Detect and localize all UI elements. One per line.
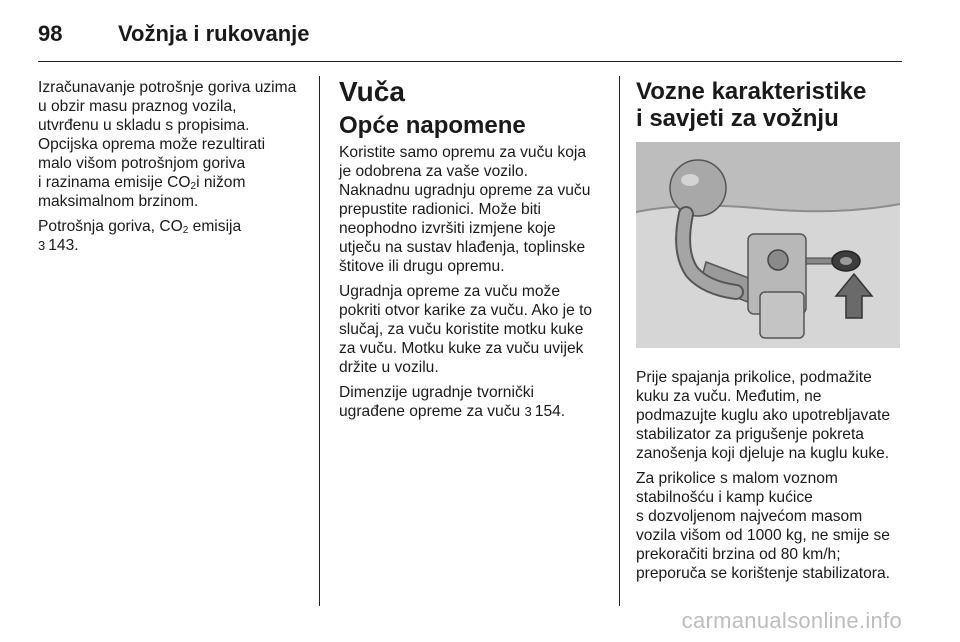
text-line: utvrđenu u skladu s propisima. [38, 117, 250, 134]
header-rule [38, 61, 902, 62]
chapter-title: Vožnja i rukovanje [118, 21, 310, 46]
text-fragment: i nižom [196, 174, 246, 191]
text-line: je odobrena za vaše vozilo. [339, 163, 528, 180]
text-fragment: i razinama emisije CO [38, 174, 191, 191]
page-header [38, 14, 310, 54]
column-1 [38, 78, 306, 261]
text-fragment: emisija [188, 218, 242, 235]
text-line: pokriti otvor karike za vuču. Ako je to [339, 302, 593, 319]
text-line [38, 173, 306, 192]
text-line: prekoračiti brzina od 80 km/h; [636, 546, 841, 563]
reference-arrow-icon: 3 [38, 238, 46, 253]
text-line: podmazujte kuglu ako upotrebljavate [636, 407, 890, 424]
column-divider-2 [619, 76, 620, 606]
page-reference-link[interactable] [38, 236, 306, 255]
text-line [38, 217, 306, 236]
text-line: Dimenzije ugradnje tvornički [339, 384, 535, 401]
reference-page: 143. [48, 237, 79, 254]
reference-arrow-icon: 3 [524, 404, 532, 419]
reference-page: 154. [534, 403, 566, 420]
text-line: Za prikolice s malom voznom [636, 470, 838, 487]
fuel-consumption-reference [38, 217, 306, 255]
text-line: zanošenja koji djeluje na kuglu kuke. [636, 445, 890, 462]
text-line: Izračunavanje potrošnje goriva uzima [38, 79, 297, 96]
text-line: Ugradnja opreme za vuču može [339, 283, 561, 300]
section-heading-driving-characteristics [636, 78, 904, 132]
text-line: u obzir masu praznog vozila, [38, 98, 237, 115]
text-fragment: Potrošnja goriva, CO [38, 218, 183, 235]
fuel-calculation-paragraph [38, 78, 306, 211]
text-line: stabilizator za prigušenje pokreta [636, 426, 864, 443]
text-line: za vuču. Motku kuke za vuču uvijek [339, 340, 584, 357]
text-line: stabilnošću i kamp kućice [636, 489, 813, 506]
heading-line: i savjeti za vožnju [636, 105, 839, 132]
page-reference-link[interactable] [339, 402, 611, 421]
text-line: utječu na sustav hlađenja, toplinske [339, 239, 586, 256]
column-divider-1 [319, 76, 320, 606]
subscript: 2 [182, 225, 189, 236]
section-heading-towing: Vuča [339, 76, 405, 107]
text-line: prepustite radionici. Može biti [339, 201, 541, 218]
subsection-heading-general: Opće napomene [339, 112, 526, 139]
text-line: držite u vozilu. [339, 359, 439, 376]
text-line: Opcijska oprema može rezultirati [38, 136, 266, 153]
text-line: malo višom potrošnjom goriva [38, 155, 246, 172]
watermark: carmanualsonline.info [681, 608, 902, 633]
text-line: vozila višom od 1000 kg, ne smije se [636, 527, 890, 544]
text-line: s dozvoljenom najvećom masom [636, 508, 863, 525]
text-line: maksimalnom brzinom. [38, 193, 199, 210]
installation-dimensions-paragraph [339, 383, 611, 421]
text-line: neophodno izvršiti izmjene koje [339, 220, 556, 237]
subscript: 2 [190, 181, 197, 192]
text-line: Naknadnu ugradnju opreme za vuču [339, 182, 591, 199]
text-line: Prije spajanja prikolice, podmažite [636, 369, 872, 386]
text-line: slučaj, za vuču koristite motku kuke [339, 321, 584, 338]
towing-equipment-paragraph [339, 143, 611, 276]
tow-eye-paragraph [339, 282, 611, 377]
tow-hook-drawing [636, 142, 900, 348]
column-3 [636, 78, 904, 589]
text-fragment: ugrađene opreme za vuču [339, 403, 521, 420]
lubrication-paragraph [636, 368, 904, 463]
speed-limit-paragraph [636, 469, 904, 583]
tow-hook-illustration [636, 142, 900, 348]
heading-line: Vozne karakteristike [636, 78, 867, 105]
text-line: preporuča se korištenje stabilizatora. [636, 565, 890, 582]
column-2 [339, 78, 611, 427]
text-line: Koristite samo opremu za vuču koja [339, 144, 587, 161]
text-line: štitove ili drugu opremu. [339, 258, 505, 275]
page-number: 98 [38, 21, 63, 46]
text-line: kuku za vuču. Međutim, ne [636, 388, 822, 405]
